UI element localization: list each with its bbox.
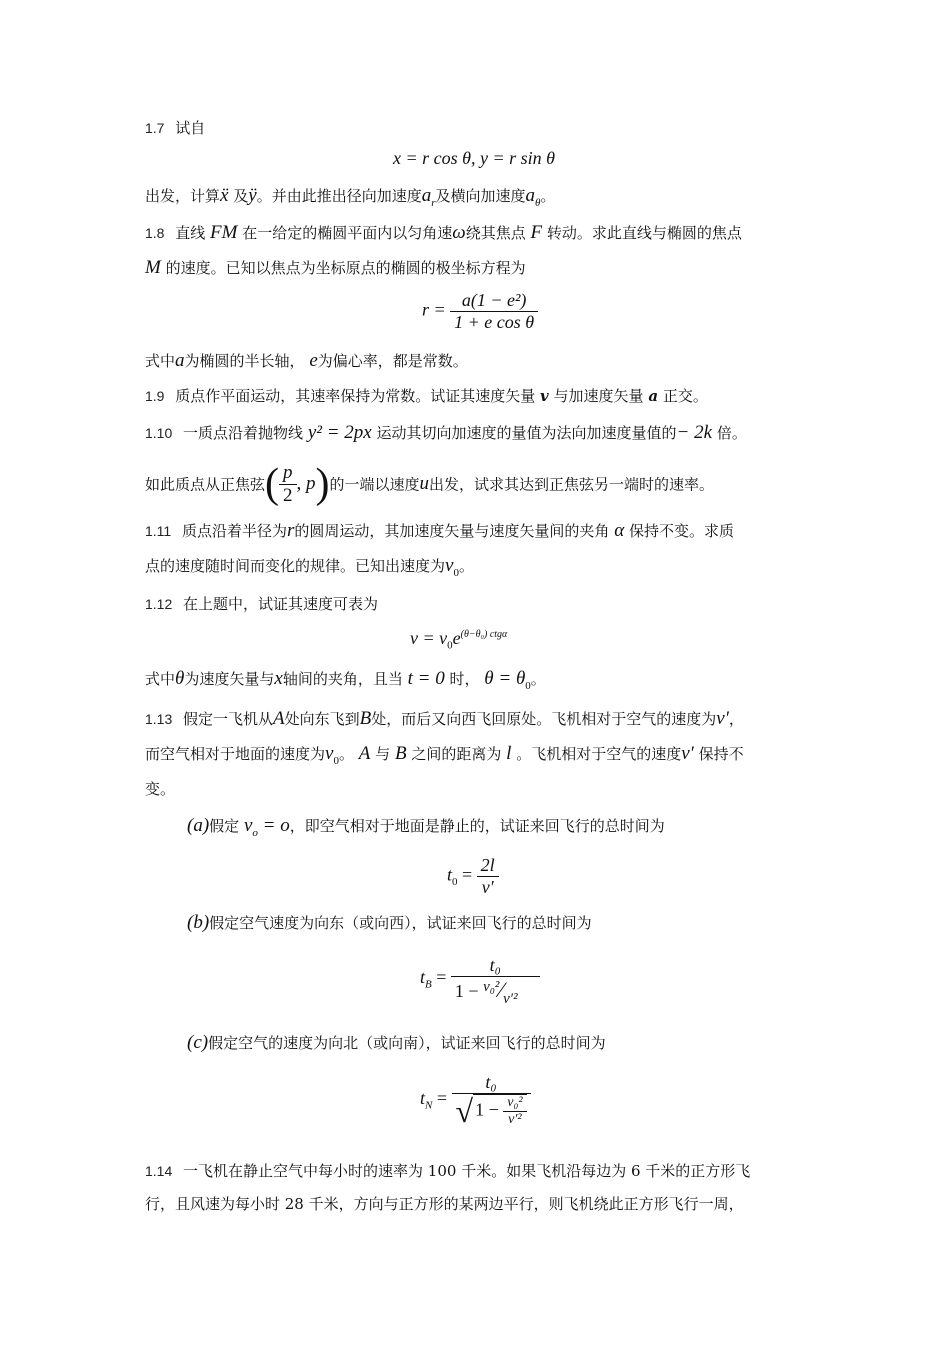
- text: 的圆周运动，其加速度矢量与速度矢量间的夹角: [294, 522, 610, 540]
- math-xddot: ẍ: [220, 185, 229, 206]
- text: 时，: [449, 670, 480, 688]
- math-l: l: [506, 743, 512, 764]
- formula-text: x = r cos θ, y = r sin θ: [393, 148, 555, 168]
- text: 一飞机在静止空气中每小时的速率为 100 千米。如果飞机沿每边为 6 千米的正方形飞: [183, 1162, 751, 1180]
- text: 处向东飞到: [284, 710, 360, 728]
- text: 假定: [209, 817, 240, 835]
- math-vo: $v_o = o$: [243, 815, 290, 839]
- problem-number: 1.12: [145, 596, 173, 612]
- text: 的一端以速度: [329, 475, 420, 494]
- math-omega: ω: [452, 222, 466, 243]
- problem-number: 1.14: [145, 1163, 173, 1179]
- formula-velocity: $v = v_0e^{(\theta-\theta_0) ctg\alpha}$: [410, 628, 508, 652]
- text: 式中: [145, 670, 176, 688]
- text: 及: [233, 187, 249, 205]
- problem-number: 1.8: [145, 225, 165, 241]
- text: 。: [338, 745, 354, 763]
- text: 倍。: [716, 424, 747, 442]
- text: 之间的距离为: [411, 745, 502, 763]
- text: 保持不变。求质: [628, 522, 734, 540]
- text: 的速度。已知以焦点为坐标原点的椭圆的极坐标方程为: [165, 259, 526, 277]
- fraction-numerator: a(1 − e²): [450, 290, 538, 312]
- problem-1-11-line2: [145, 555, 474, 579]
- math-u: u: [419, 473, 430, 494]
- math-atheta: $a_\theta$: [525, 185, 541, 209]
- problem-1-12-line1: [145, 593, 378, 614]
- problem-1-14-line2: [145, 1193, 744, 1214]
- math-x: x: [274, 668, 283, 689]
- text: 运动其切向加速度的量值为法向加速度量值的: [376, 424, 677, 442]
- text: 在上题中，试证其速度可表为: [183, 595, 379, 613]
- math-theta: θ: [175, 668, 185, 689]
- fraction: $\frac{2l}{v'}$: [477, 855, 499, 898]
- math-v0: $v_0$: [325, 743, 339, 767]
- math-v0: $v_0$: [445, 555, 459, 579]
- math-e: e: [309, 350, 318, 371]
- math-A: A: [273, 708, 285, 729]
- problem-number: 1.9: [145, 388, 165, 404]
- subpart-a: [187, 815, 665, 839]
- text: 假定一飞机从: [183, 710, 274, 728]
- math-M: M: [145, 257, 161, 278]
- text: 点的速度随时间而变化的规律。已知出速度为: [145, 557, 446, 575]
- formula-tN: $t_N$ = t₀ √ 1 − $\frac{\text{v₀²}}{\text{v′²}}$: [420, 1072, 531, 1128]
- math-alpha: α: [614, 520, 625, 541]
- text: 一质点沿着抛物线: [183, 424, 304, 442]
- text: 如此质点从正焦弦: [145, 475, 266, 494]
- math-vprime: v′: [681, 743, 694, 764]
- problem-1-14-line1: [145, 1160, 750, 1181]
- math-parabola: y² = 2px: [307, 422, 372, 443]
- problem-1-13-line1: [145, 708, 744, 730]
- subpart-label: (a): [187, 815, 210, 836]
- text: 出发，计算: [145, 187, 221, 205]
- math-2k: − 2k: [676, 422, 713, 443]
- subpart-c: [187, 1032, 606, 1054]
- text: 质点沿着半径为: [182, 522, 288, 540]
- subpart-b: [187, 912, 592, 934]
- formula-t0: $t_0$ = $\frac{2l}{v'}$: [447, 855, 499, 898]
- formula-lhs: r =: [422, 299, 446, 320]
- subpart-label: (b): [187, 912, 210, 933]
- text: 。并由此推出径向加速度: [256, 187, 422, 205]
- math-F: F: [530, 222, 543, 243]
- fraction-denominator: 1 + e cos θ: [454, 312, 535, 332]
- math-latus-rectum: ( $\frac{p}{2}$ , p): [265, 461, 330, 507]
- text: 保持不: [698, 745, 744, 763]
- problem-1-11-line1: [145, 520, 734, 542]
- text: 变。: [145, 780, 176, 798]
- text: 。飞机相对于空气的速度: [516, 745, 682, 763]
- text: 在一给定的椭圆平面内以匀角速: [242, 224, 453, 242]
- problem-1-8-line2: [145, 257, 526, 279]
- problem-1-7-intro: [145, 117, 205, 138]
- text: 及横向加速度: [435, 187, 526, 205]
- fraction: $\frac{\text{t₀}}{1 - ^{v_0^2}⁄_{v'^2}}$: [451, 955, 540, 1003]
- text: 为偏心率，都是常数。: [317, 352, 468, 370]
- subpart-label: (c): [187, 1032, 209, 1053]
- problem-1-8-line3: [145, 350, 468, 372]
- math-FM: FM: [210, 222, 238, 243]
- text: 而空气相对于地面的速度为: [145, 745, 326, 763]
- text: 轴间的夹角，且当: [282, 670, 403, 688]
- text: 。: [540, 187, 556, 205]
- problem-1-7-line2: [145, 185, 555, 209]
- math-vprime: v′: [716, 708, 729, 729]
- math-B: B: [359, 708, 372, 729]
- math-a-vector: a: [648, 387, 659, 405]
- fraction: [450, 290, 538, 333]
- text: 直线: [175, 224, 206, 242]
- text: 。: [458, 557, 474, 575]
- text: 。: [530, 670, 546, 688]
- problem-1-13-line3: [145, 778, 175, 799]
- problem-number: 1.7: [145, 120, 165, 136]
- formula-polar-coords: [393, 148, 555, 169]
- text: ，: [728, 710, 744, 728]
- math-B: B: [394, 743, 407, 764]
- text: 与: [375, 745, 391, 763]
- formula-tB: $t_B$ = $\frac{\text{t₀}}{1 - ^{v_0^2}⁄_{v'^2}}$: [420, 955, 540, 1003]
- problem-1-13-line2: [145, 743, 744, 767]
- problem-1-10-line2: [145, 460, 714, 508]
- text: 处，而后又向西飞回原处。飞机相对于空气的速度为: [371, 710, 717, 728]
- text: 与加速度矢量: [553, 387, 644, 405]
- problem-1-10-line1: [145, 422, 747, 444]
- math-a: a: [175, 350, 185, 371]
- problem-1-8-line1: [145, 222, 742, 244]
- formula-ellipse-polar: [422, 290, 538, 333]
- problem-1-9: [145, 385, 708, 406]
- text: 质点作平面运动，其速率保持为常数。试证其速度矢量: [175, 387, 536, 405]
- math-A: A: [358, 743, 371, 764]
- math-r: r: [287, 520, 295, 541]
- text: 行，且风速为每小时 28 千米，方向与正方形的某两边平行，则飞机绕此正方形飞行一周，: [145, 1195, 744, 1213]
- math-t0: t = 0: [407, 668, 445, 689]
- text: 正交。: [662, 387, 708, 405]
- text: 为椭圆的半长轴，: [184, 352, 305, 370]
- text: 绕其焦点: [465, 224, 526, 242]
- text: 为速度矢量与: [184, 670, 275, 688]
- problem-1-12-line2: [145, 668, 546, 692]
- text: ，即空气相对于地面是静止的，试证来回飞行的总时间为: [289, 817, 665, 835]
- problem-number: 1.10: [145, 425, 173, 441]
- math-theta0: $\theta = \theta_0$: [484, 668, 531, 692]
- text: 式中: [145, 352, 176, 370]
- text: 转动。求此直线与椭圆的焦点: [546, 224, 742, 242]
- math-v-vector: v: [540, 387, 549, 405]
- math-yddot: ÿ: [248, 185, 257, 206]
- fraction: t₀ √ 1 − $\frac{\text{v₀²}}{\text{v′²}}$: [452, 1072, 531, 1128]
- problem-number: 1.11: [145, 523, 172, 539]
- text: 出发，试求其达到正焦弦另一端时的速率。: [429, 475, 715, 494]
- text: 假定空气速度为向东（或向西），试证来回飞行的总时间为: [209, 914, 592, 932]
- text: 试自: [175, 119, 206, 137]
- math-ar: $a_r$: [421, 185, 436, 209]
- text: 假定空气的速度为向北（或向南），试证来回飞行的总时间为: [208, 1034, 606, 1052]
- problem-number: 1.13: [145, 711, 173, 727]
